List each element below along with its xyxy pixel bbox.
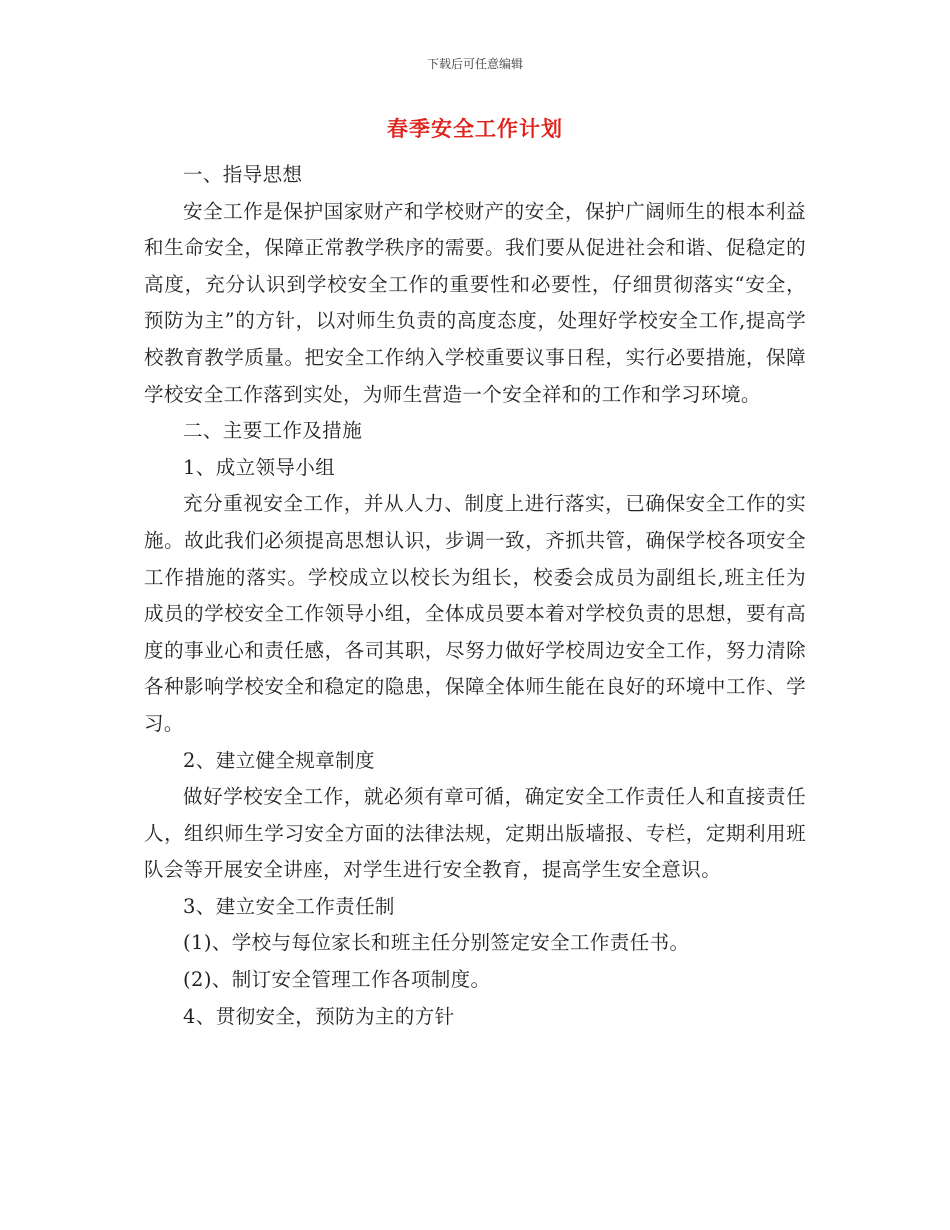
subheading-prevention-policy: 4、贯彻安全，预防为主的方针 (183, 1004, 455, 1028)
section-heading-guiding-ideology: 一、指导思想 (183, 163, 303, 186)
subheading-leadership-group: 1、成立领导小组 (183, 455, 336, 479)
paragraph-rules-system: 做好学校安全工作，就必须有章可循，确定安全工作责任人和直接责任人，组织师生学习安全方面的法律法规，定期出版墙报、专栏，定期利用班队会等开展安全讲座，对学生进行安全教育，提高学生安全意识。 (144, 785, 806, 882)
section-heading-main-work: 二、主要工作及措施 (183, 419, 363, 443)
header-note: 下载后可任意编辑 (426, 57, 523, 71)
subheading-responsibility-system: 3、建立安全工作责任制 (183, 894, 395, 918)
paragraph-leadership-group: 充分重视安全工作，并从人力、制度上进行落实，已确保安全工作的实施。故此我们必须提高思想认识，步调一致，齐抓共管，确保学校各项安全工作措施的落实。学校成立以校长为组长，校委会成员为副组长,班主任为成员的学校安全工作领导小组，全体成员要本着对学校负责的思想，要有高度的事业心和责任感，各司其职，尽努力做好学校周边安全工作，努力清除各种影响学校安全和稳定的隐患，保障全体师生能在良好的环境中工作、学习。 (144, 492, 806, 735)
subheading-rules-system: 2、建立健全规章制度 (183, 748, 375, 772)
document-title: 春季安全工作计划 (387, 116, 563, 141)
paragraph-guiding-ideology: 安全工作是保护国家财产和学校财产的安全，保护广阔师生的根本利益和生命安全，保障正常教学秩序的需要。我们要从促进社会和谐、促稳定的高度，充分认识到学校安全工作的重要性和必要性，仔细贯彻落实“安全，预防为主”的方针，以对师生负责的高度态度，处理好学校安全工作,提高学校教育教学质量。把安全工作纳入学校重要议事日程，实行必要措施，保障学校安全工作落到实处，为师生营造一个安全祥和的工作和学习环境。 (144, 199, 806, 406)
list-item-responsibility-2: (2)、制订安全管理工作各项制度。 (183, 968, 491, 992)
list-item-responsibility-1: (1)、学校与每位家长和班主任分别签定安全工作责任书。 (183, 931, 690, 955)
document-body (144, 157, 806, 1035)
